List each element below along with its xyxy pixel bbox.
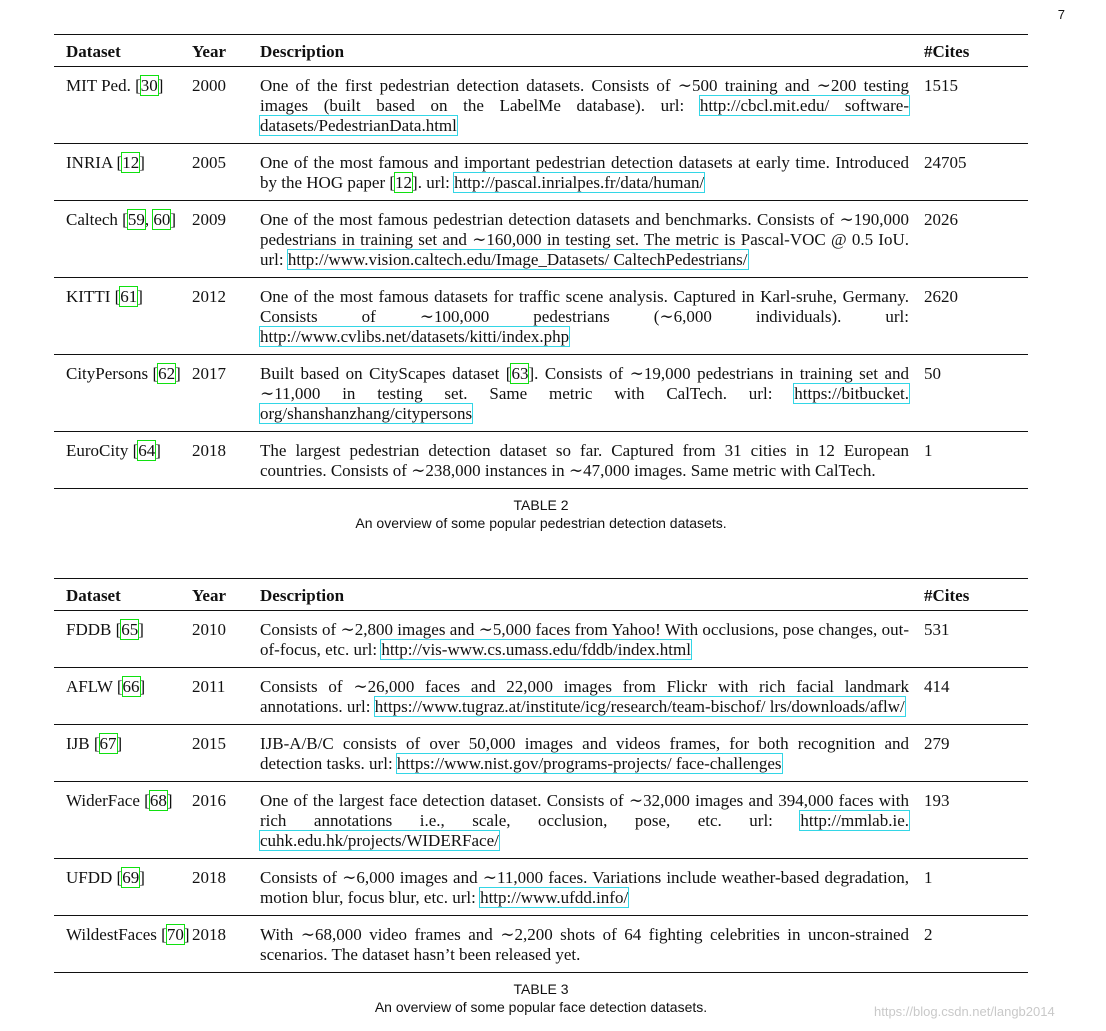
citation-link[interactable]: 69 xyxy=(122,868,140,887)
header-dataset: Dataset xyxy=(66,42,121,61)
dataset-name: WiderFace [68] xyxy=(66,791,173,810)
dataset-url-link[interactable]: http://mmlab.ie. cuhk.edu.hk/projects/WIDERFace/ xyxy=(260,811,909,850)
dataset-name: EuroCity [64] xyxy=(66,441,161,460)
dataset-name-text: EuroCity xyxy=(66,441,129,460)
citation-link[interactable]: 62 xyxy=(158,364,176,383)
table-row xyxy=(54,782,1028,858)
dataset-cites: 2620 xyxy=(924,287,958,306)
dataset-year: 2012 xyxy=(192,287,226,306)
dataset-url-link[interactable]: http://www.ufdd.info/ xyxy=(480,888,629,907)
table-header-row xyxy=(54,579,1028,610)
dataset-year: 2005 xyxy=(192,153,226,172)
dataset-year: 2010 xyxy=(192,620,226,639)
description-text: One of the most famous datasets for traffic scene analysis. Captured in Karl-sruhe, Germany. Consists of ∼100,000 pedestrians (∼6,000 individuals). url: xyxy=(260,287,909,326)
description-text: One of the first pedestrian detection datasets. Consists of ∼500 training and ∼200 testing images (built based on the LabelMe database). url: xyxy=(260,76,909,115)
citation-link[interactable]: 67 xyxy=(99,734,117,753)
dataset-description: Built based on CityScapes dataset [63]. Consists of ∼19,000 pedestrians in training set and ∼11,000 in testing set. Same metric with CalTech. url: https://bitbucket. org/shanshanzhang/citypersons xyxy=(260,364,909,423)
dataset-name-text: WiderFace xyxy=(66,791,140,810)
dataset-description xyxy=(260,620,909,660)
table-2-caption xyxy=(54,496,1028,532)
table-row xyxy=(54,355,1028,431)
header-dataset: Dataset xyxy=(66,586,121,605)
citation-link[interactable]: 64 xyxy=(138,441,156,460)
table-2-caption-text: An overview of some popular pedestrian detection datasets. xyxy=(355,515,727,531)
header-description: Description xyxy=(260,42,345,61)
dataset-cites: 1 xyxy=(924,868,933,887)
table-2 xyxy=(54,34,1028,489)
dataset-name: IJB [67] xyxy=(66,734,123,753)
dataset-name-text: Caltech xyxy=(66,210,118,229)
dataset-name-text: INRIA xyxy=(66,153,113,172)
table-3-caption-text: An overview of some popular face detection datasets. xyxy=(374,999,708,1015)
dataset-description xyxy=(260,734,909,774)
dataset-name-text: UFDD xyxy=(66,868,113,887)
dataset-year: 2016 xyxy=(192,791,226,810)
description-text: IJB-A/B/C consists of over 50,000 images and videos frames, for both recognition and detection tasks. url: xyxy=(260,734,909,773)
dataset-year: 2018 xyxy=(192,441,226,460)
dataset-name: FDDB [65] xyxy=(66,620,144,639)
description-text: One of the largest face detection dataset. Consists of ∼32,000 images and 394,000 faces with rich annotations i.e., scale, occlusion, pose, etc. url: xyxy=(260,791,909,830)
description-text: The largest pedestrian detection dataset so far. Captured from 31 cities in 12 European countries. Consists of ∼238,000 instances in ∼47,000 images. Same metric with CalTech. xyxy=(260,441,909,480)
dataset-cites: 1 xyxy=(924,441,933,460)
table-row xyxy=(54,144,1028,200)
table-row xyxy=(54,859,1028,915)
dataset-url-link[interactable]: http://pascal.inrialpes.fr/data/human/ xyxy=(454,173,705,192)
citation-link[interactable]: 63 xyxy=(511,364,529,383)
table-3 xyxy=(54,578,1028,973)
dataset-year: 2009 xyxy=(192,210,226,229)
description-text: With ∼68,000 video frames and ∼2,200 shots of 64 fighting celebrities in uncon-strained scenarios. The dataset hasn’t been released yet. xyxy=(260,925,909,964)
citation-link[interactable]: 12 xyxy=(122,153,140,172)
dataset-name-text: FDDB xyxy=(66,620,112,639)
dataset-description xyxy=(260,868,909,908)
dataset-cites: 1515 xyxy=(924,76,958,95)
dataset-url-link[interactable]: http://www.vision.caltech.edu/Image_Datasets/ CaltechPedestrians/ xyxy=(287,250,748,269)
table-row xyxy=(54,916,1028,972)
citation-link[interactable]: 61 xyxy=(120,287,138,306)
dataset-url-link[interactable]: https://www.tugraz.at/institute/icg/research/team-bischof/ lrs/downloads/aflw/ xyxy=(374,697,905,716)
dataset-name-text: CityPersons xyxy=(66,364,149,383)
description-text: Consists of ∼6,000 images and ∼11,000 faces. Variations include weather-based degradation, motion blur, focus blur, etc. url: xyxy=(260,868,909,907)
header-cites: #Cites xyxy=(924,586,970,605)
dataset-name: WildestFaces [70] xyxy=(66,925,190,944)
dataset-description xyxy=(260,76,909,136)
table-header-row xyxy=(54,35,1028,66)
dataset-cites: 50 xyxy=(924,364,941,383)
dataset-name-text: WildestFaces xyxy=(66,925,157,944)
description-text: . Consists of ∼19,000 pedestrians in training set and ∼11,000 in testing set. Same metric with CalTech. url: xyxy=(260,364,909,403)
dataset-name: CityPersons [62] xyxy=(66,364,181,383)
dataset-url-link[interactable]: http://vis-www.cs.umass.edu/fddb/index.html xyxy=(381,640,691,659)
description-text: Consists of ∼2,800 images and ∼5,000 faces from Yahoo! With occlusions, pose changes, out-of-focus, etc. url: xyxy=(260,620,909,659)
dataset-name: AFLW [66] xyxy=(66,677,146,696)
dataset-cites: 414 xyxy=(924,677,950,696)
dataset-name-text: AFLW xyxy=(66,677,113,696)
description-text: Built based on CityScapes dataset xyxy=(260,364,506,383)
citation-link[interactable]: 70 xyxy=(166,925,184,944)
description-text: One of the most famous and important pedestrian detection datasets at early time. Introduced by the HOG paper xyxy=(260,153,909,192)
dataset-name: UFDD [69] xyxy=(66,868,145,887)
dataset-description xyxy=(260,925,909,965)
dataset-url-link[interactable]: https://bitbucket. org/shanshanzhang/citypersons xyxy=(260,384,909,423)
watermark: https://blog.csdn.net/langb2014 xyxy=(874,1004,1055,1019)
table-row xyxy=(54,278,1028,354)
description-text: One of the most famous pedestrian detection datasets and benchmarks. Consists of ∼190,000 pedestrians in training set and ∼160,000 in testing set. The metric is Pascal-VOC @ 0.5 IoU. url: xyxy=(260,210,909,269)
dataset-cites: 2026 xyxy=(924,210,958,229)
dataset-description xyxy=(260,287,909,347)
dataset-name: MIT Ped. [30] xyxy=(66,76,164,95)
citation-link[interactable]: 65 xyxy=(121,620,139,639)
table-row xyxy=(54,67,1028,143)
table-bottom-rule xyxy=(54,488,1028,489)
page-number: 7 xyxy=(1057,7,1065,22)
dataset-name: KITTI [61] xyxy=(66,287,143,306)
dataset-url-link[interactable]: http://www.cvlibs.net/datasets/kitti/index.php xyxy=(260,327,570,346)
header-year: Year xyxy=(192,42,226,61)
citation-link[interactable]: 68 xyxy=(149,791,167,810)
description-text: . url: xyxy=(417,173,455,192)
dataset-year: 2011 xyxy=(192,677,226,696)
dataset-year: 2000 xyxy=(192,76,226,95)
dataset-year: 2017 xyxy=(192,364,226,383)
dataset-description xyxy=(260,791,909,851)
table-3-caption-label: TABLE 3 xyxy=(513,981,569,997)
dataset-year: 2018 xyxy=(192,868,226,887)
dataset-description xyxy=(260,677,909,717)
description-text: Consists of ∼26,000 faces and 22,000 images from Flickr with rich facial landmark annotations. url: xyxy=(260,677,909,716)
dataset-name: INRIA [12] xyxy=(66,153,145,172)
table-row xyxy=(54,201,1028,277)
dataset-url-link[interactable]: https://www.nist.gov/programs-projects/ face-challenges xyxy=(396,754,782,773)
header-description: Description xyxy=(260,586,345,605)
citation-link[interactable]: 30 xyxy=(140,76,158,95)
citation-link[interactable]: 12 xyxy=(395,173,413,192)
dataset-year: 2015 xyxy=(192,734,226,753)
dataset-description xyxy=(260,210,909,270)
dataset-name-text: KITTI xyxy=(66,287,111,306)
dataset-year: 2018 xyxy=(192,925,226,944)
header-year: Year xyxy=(192,586,226,605)
dataset-description: One of the most famous and important pedestrian detection datasets at early time. Introduced by the HOG paper [12]. url: http://pascal.inrialpes.fr/data/human/ xyxy=(260,153,909,192)
table-2-caption-label: TABLE 2 xyxy=(513,497,569,513)
dataset-cites: 531 xyxy=(924,620,950,639)
table-row xyxy=(54,611,1028,667)
citation-link[interactable]: 60 xyxy=(153,210,171,229)
dataset-name-text: IJB xyxy=(66,734,90,753)
dataset-cites: 279 xyxy=(924,734,950,753)
citation-link[interactable]: 66 xyxy=(122,677,140,696)
table-row xyxy=(54,725,1028,781)
dataset-url-link[interactable]: http://cbcl.mit.edu/ software-datasets/PedestrianData.html xyxy=(260,96,910,135)
dataset-cites: 24705 xyxy=(924,153,967,172)
dataset-name-text: MIT Ped. xyxy=(66,76,131,95)
table-row xyxy=(54,432,1028,488)
dataset-name: Caltech [59, 60] xyxy=(66,210,177,229)
dataset-description xyxy=(260,441,909,481)
dataset-cites: 193 xyxy=(924,791,950,810)
table-row xyxy=(54,668,1028,724)
dataset-cites: 2 xyxy=(924,925,933,944)
table-bottom-rule xyxy=(54,972,1028,973)
header-cites: #Cites xyxy=(924,42,970,61)
citation-link[interactable]: 59 xyxy=(127,210,145,229)
